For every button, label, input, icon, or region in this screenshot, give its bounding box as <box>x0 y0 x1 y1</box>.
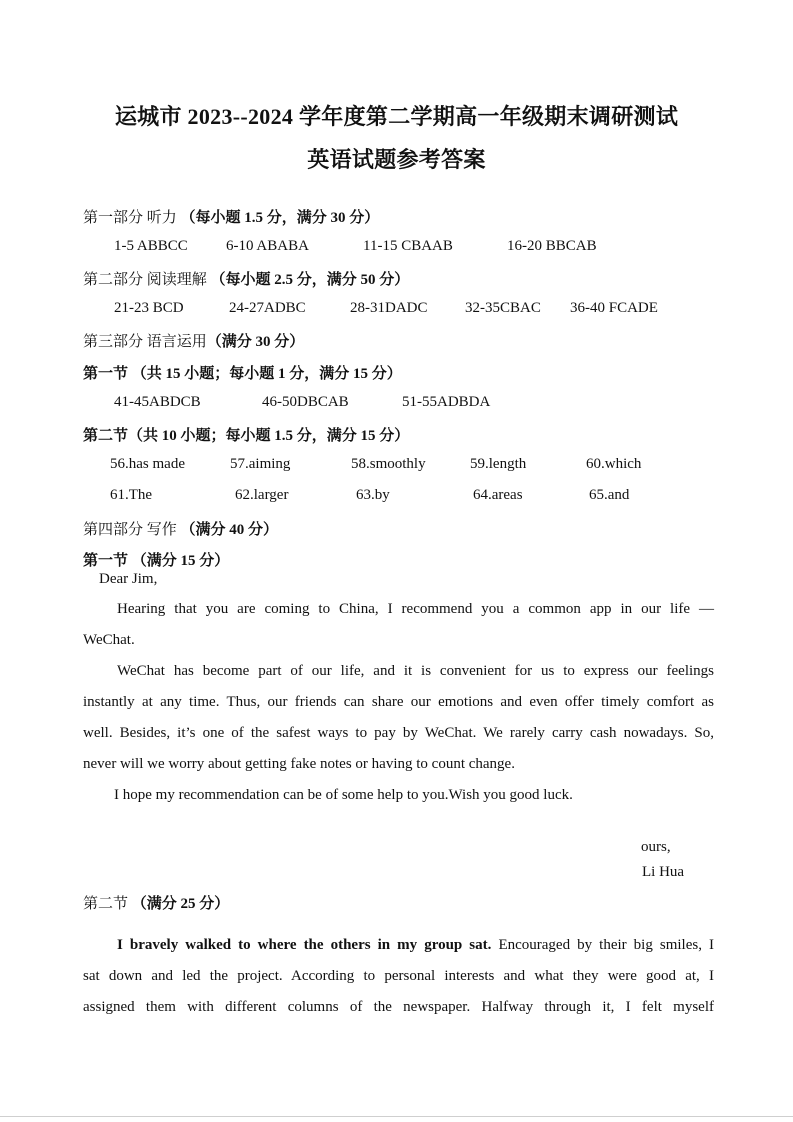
story-bold-opening: I bravely walked to where the others in my group sat. <box>117 937 492 953</box>
part3-section2-heading <box>83 424 409 445</box>
part2-score-note: （每小题 2.5 分，满分 50 分） <box>210 272 410 288</box>
letter-paragraph-2-line-3: well. Besides, it’s one of the safest ways to pay by WeChat. We rarely carry cash nowadays. So, <box>83 725 714 741</box>
part3-s2-answer-58: 58.smoothly <box>351 456 426 472</box>
part3-s2-answer-62: 62.larger <box>235 487 289 503</box>
part4-score-note: （满分 40 分） <box>180 522 279 538</box>
letter-closing: ours, <box>641 839 671 855</box>
part3-s2-answer-61: 61.The <box>110 487 153 503</box>
letter-greeting: Dear Jim, <box>99 571 158 587</box>
document-subtitle: 英语试题参考答案 <box>307 147 486 172</box>
part3-s2-answer-63: 63.by <box>356 487 390 503</box>
story-line-1 <box>83 930 714 961</box>
letter-paragraph-1-line-1: Hearing that you are coming to China, I recommend you a common app in our life — <box>117 601 714 617</box>
document-title: 运城市 2023--2024 学年度第二学期高一年级期末调研测试 <box>114 104 679 129</box>
part2-answer-1: 21-23 BCD <box>114 300 184 316</box>
part3-s1-answer-1: 41-45ABDCB <box>114 394 201 410</box>
part3-s1-answer-3: 51-55ADBDA <box>402 394 491 410</box>
letter-paragraph-2-line-4: never will we worry about getting fake notes or having to count change. <box>83 756 515 772</box>
part4-heading <box>83 518 278 539</box>
part3-section2-note: （共 10 小题；每小题 1.5 分，满分 15 分） <box>128 428 410 444</box>
part3-s2-answer-64: 64.areas <box>473 487 523 503</box>
part4-section1-title: 第一节 <box>83 553 132 569</box>
page-bottom-divider <box>0 1116 793 1117</box>
part1-heading <box>83 206 379 227</box>
story-line-3: assigned them with different columns of the newspaper. Halfway through it, I felt myself <box>83 999 714 1015</box>
part2-heading <box>83 268 409 289</box>
part1-title: 第一部分 听力 <box>83 210 181 226</box>
part1-answer-1: 1-5 ABBCC <box>114 238 188 254</box>
part3-score-note: （满分 30 分） <box>206 334 305 350</box>
letter-paragraph-3: I hope my recommendation can be of some help to you.Wish you good luck. <box>114 787 573 803</box>
part4-section2-note: （满分 25 分） <box>131 896 230 912</box>
story-line-1-rest: Encouraged by their big smiles, I <box>491 937 714 953</box>
part3-s2-answer-57: 57.aiming <box>230 456 291 472</box>
part3-section1-heading <box>83 362 402 383</box>
part2-answer-3: 28-31DADC <box>350 300 428 316</box>
part4-section2-heading <box>83 892 229 913</box>
part3-section1-title: 第一节 <box>83 366 132 382</box>
part2-answer-2: 24-27ADBC <box>229 300 306 316</box>
part3-section1-note: （共 15 小题；每小题 1 分，满分 15 分） <box>131 366 402 382</box>
part4-section1-heading <box>83 549 229 570</box>
part3-s2-answer-60: 60.which <box>586 456 642 472</box>
part1-answer-4: 16-20 BBCAB <box>507 238 597 254</box>
part3-title: 第三部分 语言运用 <box>83 334 207 350</box>
part3-section2-title: 第二节 <box>83 428 129 444</box>
letter-paragraph-1-line-2: WeChat. <box>83 632 135 648</box>
part3-s2-answer-56: 56.has made <box>110 456 185 472</box>
part2-answer-5: 36-40 FCADE <box>570 300 658 316</box>
part1-score-note: （每小题 1.5 分，满分 30 分） <box>180 210 380 226</box>
part3-s1-answer-2: 46-50DBCAB <box>262 394 349 410</box>
story-line-2: sat down and led the project. According to personal interests and what they were good at, I <box>83 968 714 984</box>
part3-s2-answer-59: 59.length <box>470 456 527 472</box>
part3-s2-answer-65: 65.and <box>589 487 630 503</box>
part4-title: 第四部分 写作 <box>83 522 181 538</box>
part4-section1-note: （满分 15 分） <box>131 553 230 569</box>
part3-heading <box>83 330 304 351</box>
part2-answer-4: 32-35CBAC <box>465 300 541 316</box>
part1-answer-3: 11-15 CBAAB <box>363 238 453 254</box>
letter-paragraph-2-line-2: instantly at any time. Thus, our friends can share our emotions and even offer timely comfort as <box>83 694 714 710</box>
letter-signature: Li Hua <box>642 864 685 880</box>
part1-answer-2: 6-10 ABABA <box>226 238 309 254</box>
letter-paragraph-2-line-1: WeChat has become part of our life, and it is convenient for us to express our feelings <box>117 663 714 679</box>
part2-title: 第二部分 阅读理解 <box>83 272 211 288</box>
part4-section2-title: 第二节 <box>83 896 132 912</box>
